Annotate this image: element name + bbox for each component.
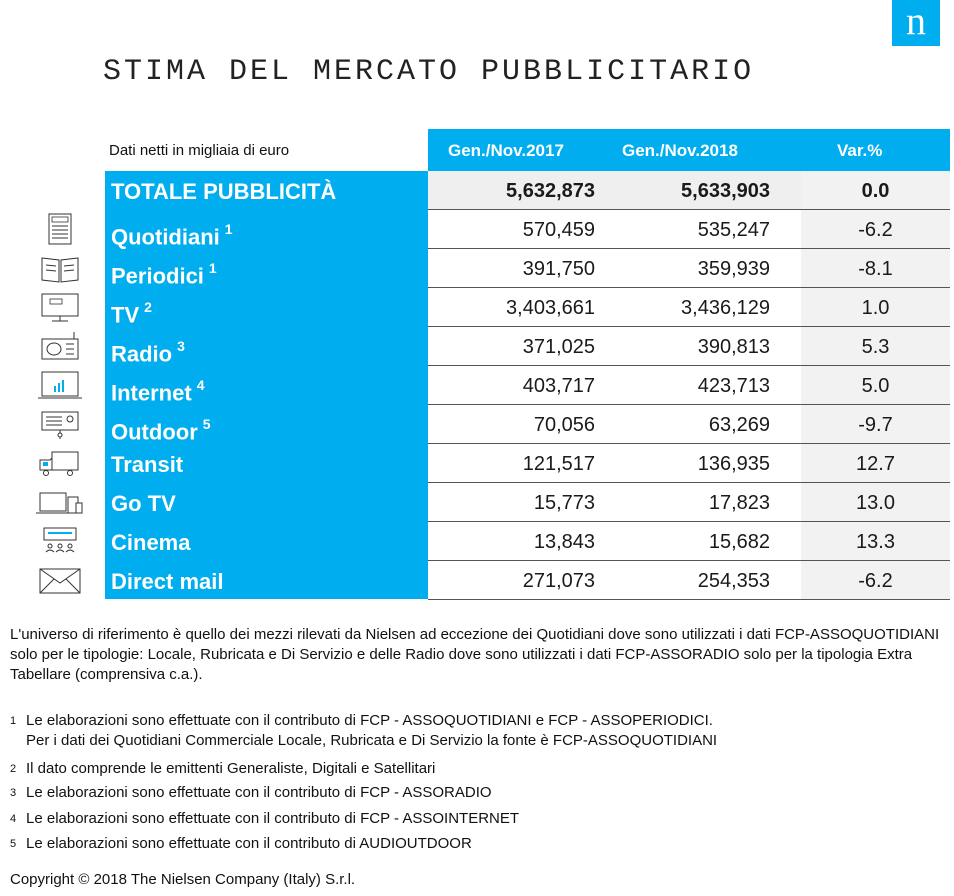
nielsen-logo: n — [892, 0, 940, 46]
footnote-2 — [10, 759, 435, 779]
footnote-ref: 1 — [208, 260, 217, 276]
footnote-continuation: Per i dati dei Quotidiani Commerciale Locale, Rubricata e Di Servizio la fonte è FCP-ASSOQUOTIDIANI — [26, 732, 718, 749]
footnote-mark: 4 — [10, 813, 17, 825]
table-row — [105, 288, 950, 327]
row-label-text: Periodici — [111, 263, 204, 289]
row-label-text: Go TV — [111, 491, 176, 516]
table-row — [105, 327, 950, 366]
row-label-text: Direct mail — [111, 569, 224, 594]
page-title: STIMA DEL MERCATO PUBBLICITARIO — [103, 55, 755, 89]
footnote-mark: 2 — [10, 763, 17, 775]
value-2017: 391,750 — [522, 258, 595, 280]
value-2017: 13,843 — [533, 531, 595, 553]
row-label — [111, 483, 176, 525]
table-row — [105, 483, 950, 522]
value-2018: 136,935 — [697, 453, 770, 475]
value-2017: 403,717 — [522, 375, 595, 397]
row-label-text: Cinema — [111, 530, 191, 555]
table-row — [105, 210, 950, 249]
value-var: -6.2 — [801, 210, 950, 249]
value-var: 13.3 — [801, 522, 950, 561]
value-2017: 271,073 — [522, 570, 595, 592]
value-var: 0.0 — [801, 171, 950, 210]
value-2018: 254,353 — [697, 570, 770, 592]
row-label-text: TOTALE PUBBLICITÀ — [111, 179, 337, 204]
value-2018: 15,682 — [708, 531, 770, 553]
row-label-text: Radio — [111, 341, 173, 367]
total-row — [105, 171, 950, 210]
value-var: 1.0 — [801, 288, 950, 327]
value-2018: 390,813 — [697, 336, 770, 358]
value-var: -8.1 — [801, 249, 950, 288]
radio-icon — [36, 329, 84, 363]
value-2018: 423,713 — [697, 375, 770, 397]
table-row — [105, 444, 950, 483]
value-2017: 5,632,873 — [506, 180, 595, 202]
copyright: Copyright © 2018 The Nielsen Company (Italy) S.r.l. — [10, 871, 356, 888]
table-row — [105, 522, 950, 561]
value-var: 12.7 — [801, 444, 950, 483]
value-2018: 535,247 — [697, 219, 770, 241]
row-label-text: Quotidiani — [111, 224, 220, 250]
value-var: -9.7 — [801, 405, 950, 444]
footnote-mark: 3 — [10, 787, 17, 799]
footnote-text: Le elaborazioni sono effettuate con il contributo di FCP - ASSOINTERNET — [26, 810, 520, 827]
footnote-text: Le elaborazioni sono effettuate con il contributo di FCP - ASSORADIO — [26, 784, 492, 801]
footnote-ref: 3 — [177, 338, 185, 354]
truck-icon — [36, 446, 84, 480]
row-divider — [428, 599, 950, 600]
footnote-5 — [10, 834, 472, 854]
column-header-2018: Gen./Nov.2018 — [622, 141, 738, 160]
value-2017: 70,056 — [533, 414, 595, 436]
column-header-2017: Gen./Nov.2017 — [448, 141, 564, 160]
tv-icon — [36, 290, 84, 324]
value-2018: 63,269 — [708, 414, 770, 436]
value-2017: 3,403,661 — [506, 297, 595, 319]
unit-note: Dati netti in migliaia di euro — [109, 142, 290, 159]
row-label — [111, 522, 190, 564]
footnote-4 — [10, 809, 519, 829]
magazine-icon — [36, 251, 84, 285]
footnote-ref: 4 — [196, 377, 205, 393]
value-2018: 5,633,903 — [681, 180, 770, 202]
footnote-1 — [10, 711, 717, 751]
footnote-mark: 5 — [10, 838, 17, 850]
footnote-text: Le elaborazioni sono effettuate con il contributo di AUDIOUTDOOR — [26, 835, 472, 852]
value-var: 5.0 — [801, 366, 950, 405]
table-row — [105, 249, 950, 288]
footnote-ref: 5 — [202, 416, 211, 432]
footnote-text: Le elaborazioni sono effettuate con il contributo di FCP - ASSOQUOTIDIANI e FCP - ASSOPERIODICI. — [26, 712, 713, 729]
value-2018: 17,823 — [708, 492, 770, 514]
row-label-text: Outdoor — [111, 419, 198, 445]
internet-icon — [36, 368, 84, 402]
value-var: 5.3 — [801, 327, 950, 366]
footnote-mark: 1 — [10, 715, 17, 727]
value-2017: 15,773 — [533, 492, 595, 514]
value-2017: 371,025 — [522, 336, 595, 358]
table-row — [105, 405, 950, 444]
cinema-icon — [36, 524, 84, 558]
row-label-text: Internet — [111, 380, 192, 406]
value-var: 13.0 — [801, 483, 950, 522]
devices-icon — [36, 485, 84, 519]
column-header-var: Var.% — [837, 141, 883, 160]
footnote-3 — [10, 783, 492, 803]
newspaper-icon — [36, 212, 84, 246]
value-2018: 359,939 — [697, 258, 770, 280]
row-label-text: TV — [111, 302, 140, 328]
table-row — [105, 366, 950, 405]
row-label-text: Transit — [111, 452, 184, 477]
envelope-icon — [36, 563, 84, 597]
table-row — [105, 561, 950, 600]
row-label — [111, 561, 224, 603]
value-2017: 121,517 — [522, 453, 595, 475]
footnote-ref: 2 — [144, 299, 152, 315]
footnote-ref: 1 — [224, 221, 233, 237]
value-2018: 3,436,129 — [681, 297, 770, 319]
universe-note: L'universo di riferimento è quello dei mezzi rilevati da Nielsen ad eccezione dei Quotidiani dove sono utilizzati i dati FCP-ASSOQUOTIDIANI solo per le tipologie: Locale, Rubricata e Di Servizio e delle Radio dove sono utilizzati i dati FCP-ASSORADIO solo per la tipologia Extra Tabellare (comprensiva c.a.). — [10, 626, 940, 683]
row-label — [111, 171, 336, 213]
billboard-icon — [36, 407, 84, 441]
footnote-text: Il dato comprende le emittenti Generaliste, Digitali e Satellitari — [26, 760, 436, 777]
value-2017: 570,459 — [522, 219, 595, 241]
row-label — [111, 444, 183, 486]
value-var: -6.2 — [801, 561, 950, 600]
table-header — [428, 129, 950, 171]
